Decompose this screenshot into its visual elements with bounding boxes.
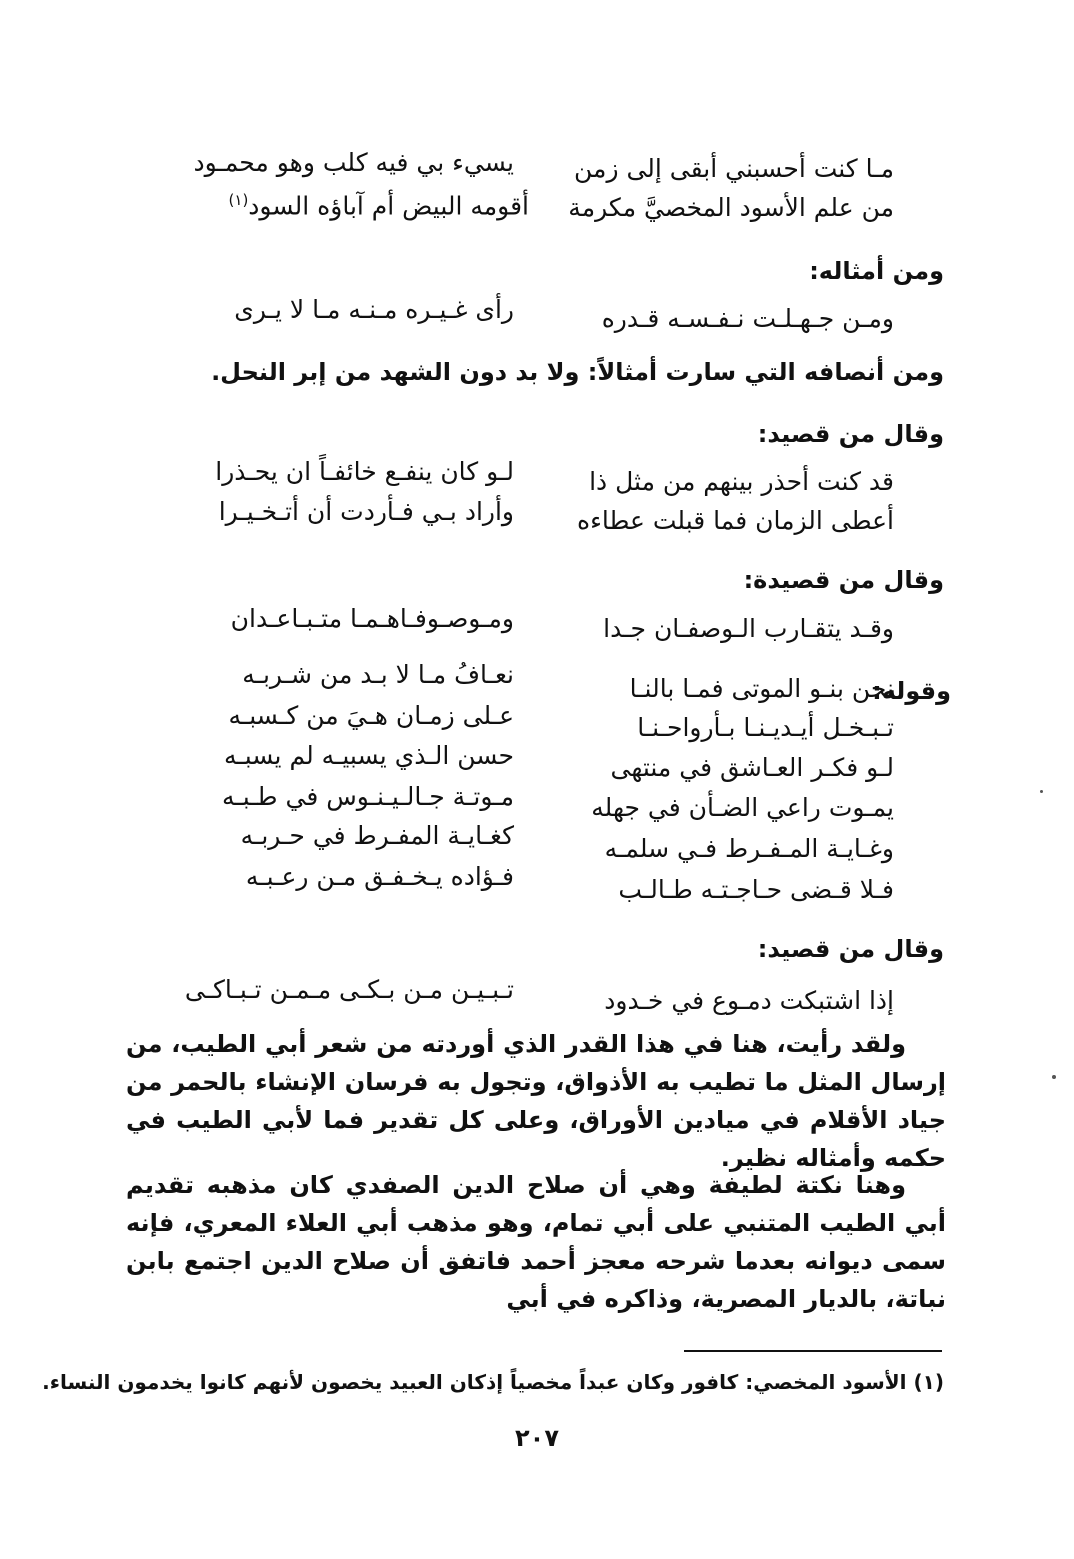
verse-text: أقومه البيض أم آباؤه السود <box>248 191 529 221</box>
verse-hemistich-right: لـو فكـر العـاشق في منتهى <box>610 753 894 782</box>
verse-hemistich-right: من علم الأسود المخصيَّ مكرمة <box>568 193 894 222</box>
verse-hemistich-left: لـو كان ينفـع خائفـاً ان يحـذرا <box>215 457 514 486</box>
verse-hemistich-right: وغـايـة المـفـرط فـي سلمـه <box>604 834 894 863</box>
verse-hemistich-right: يمـوت راعي الضـأن في جهله <box>591 793 894 822</box>
verse-hemistich-right: وقـد يتقـارب الـوصفـان جـدا <box>603 614 894 643</box>
scan-speck <box>1040 790 1043 793</box>
prose-block <box>126 1166 946 1318</box>
footnote-marker: (١) <box>228 191 249 209</box>
verse-hemistich-left: نعـافُ مـا لا بـد من شـربـه <box>242 660 514 689</box>
half-verse-proverb-line: ومن أنصافه التي سارت أمثالاً: ولا بد دون الشهد من إبر النحل. <box>211 358 944 386</box>
verse-hemistich-left: فـؤاده يـخـفـق مـن رعـبـه <box>245 862 514 891</box>
page-number: ٢٠٧ <box>515 1424 559 1452</box>
verse-hemistich-left <box>199 184 529 222</box>
verse-hemistich-left: كغـايـة المفـرط في حـربـه <box>240 821 514 850</box>
verse-hemistich-left: ومـوصـوفـاهـمـا متـبـاعـدان <box>230 604 514 633</box>
verse-hemistich-left: يسيء بي فيه كلب وهو محمـود <box>193 148 514 177</box>
section-label: وقال من قصيدة: <box>743 566 944 594</box>
section-label: وقال من قصيد: <box>757 420 944 448</box>
verse-hemistich-right: فـلا قـضى حـاجـتـه طـالـب <box>618 875 894 904</box>
verse-hemistich-left: مـوتـة جـالـيـنـوس في طـبـه <box>222 782 514 811</box>
prose-block <box>126 1025 946 1177</box>
section-label: ومن أمثاله: <box>809 257 944 285</box>
paragraph: وهنا نكتة لطيفة وهي أن صلاح الدين الصفدي كان مذهبه تقديم أبي الطيب المتنبي على أبي تمام، وهو مذهب أبي العلاء المعري، فإنه سمى ديوانه بعدما شرحه معجز أحمد فاتفق أن صلاح الدين اجتمع بابن نباتة، بالديار المصرية، وذاكره في أبي <box>126 1171 946 1313</box>
verse-hemistich-left: حسن الـذي يسبيـه لم يسبـه <box>223 741 514 770</box>
section-label: وقوله: <box>872 677 951 705</box>
paragraph: ولقد رأيت، هنا في هذا القدر الذي أوردته من شعر أبي الطيب، من إرسال المثل ما تطيب به الأذواق، وتجول به فرسان الإنشاء بالحمر من جياد الأقلام في ميادين الأوراق، وعلى كل تقدير فما لأبي الطيب في حكمه وأمثاله نظير. <box>126 1030 946 1172</box>
verse-hemistich-right: نحن بنـو الموتى فمـا بالنـا <box>629 674 894 703</box>
footnote-divider <box>684 1350 942 1352</box>
verse-hemistich-left: رأى غـيـره مـنـه مـا لا يـرى <box>234 295 514 324</box>
verse-hemistich-left: عـلى زمـان هـيَ من كـسبـه <box>228 701 514 730</box>
verse-hemistich-right: إذا اشتبكت دمـوع في خـدود <box>604 986 894 1015</box>
verse-hemistich-right: أعطى الزمان فما قبلت عطاءه <box>577 506 894 535</box>
verse-hemistich-right: قد كنت أحذر بينهم من مثل ذا <box>589 467 894 496</box>
verse-hemistich-left: تـبـيـن مـن بـكـى مـمـن تـبـاكـى <box>184 975 514 1004</box>
verse-hemistich-right: تـبـخـل أيـديـنـا بـأرواحـنـا <box>637 713 894 742</box>
footnote: (١) الأسود المخصي: كافور وكان عبداً مخصياً إذكان العبيد يخصون لأنهم كانوا يخدمون النساء. <box>42 1370 944 1394</box>
scan-speck <box>1052 1075 1056 1079</box>
verse-hemistich-left: وأراد بـي فـأردت أن أتـخـيـرا <box>218 497 514 526</box>
verse-hemistich-right: مـا كنت أحسبني أبقى إلى زمن <box>574 154 894 183</box>
verse-hemistich-right: ومـن جـهـلـت نـفـسـه قـدره <box>601 304 894 333</box>
section-label: وقال من قصيد: <box>757 935 944 963</box>
